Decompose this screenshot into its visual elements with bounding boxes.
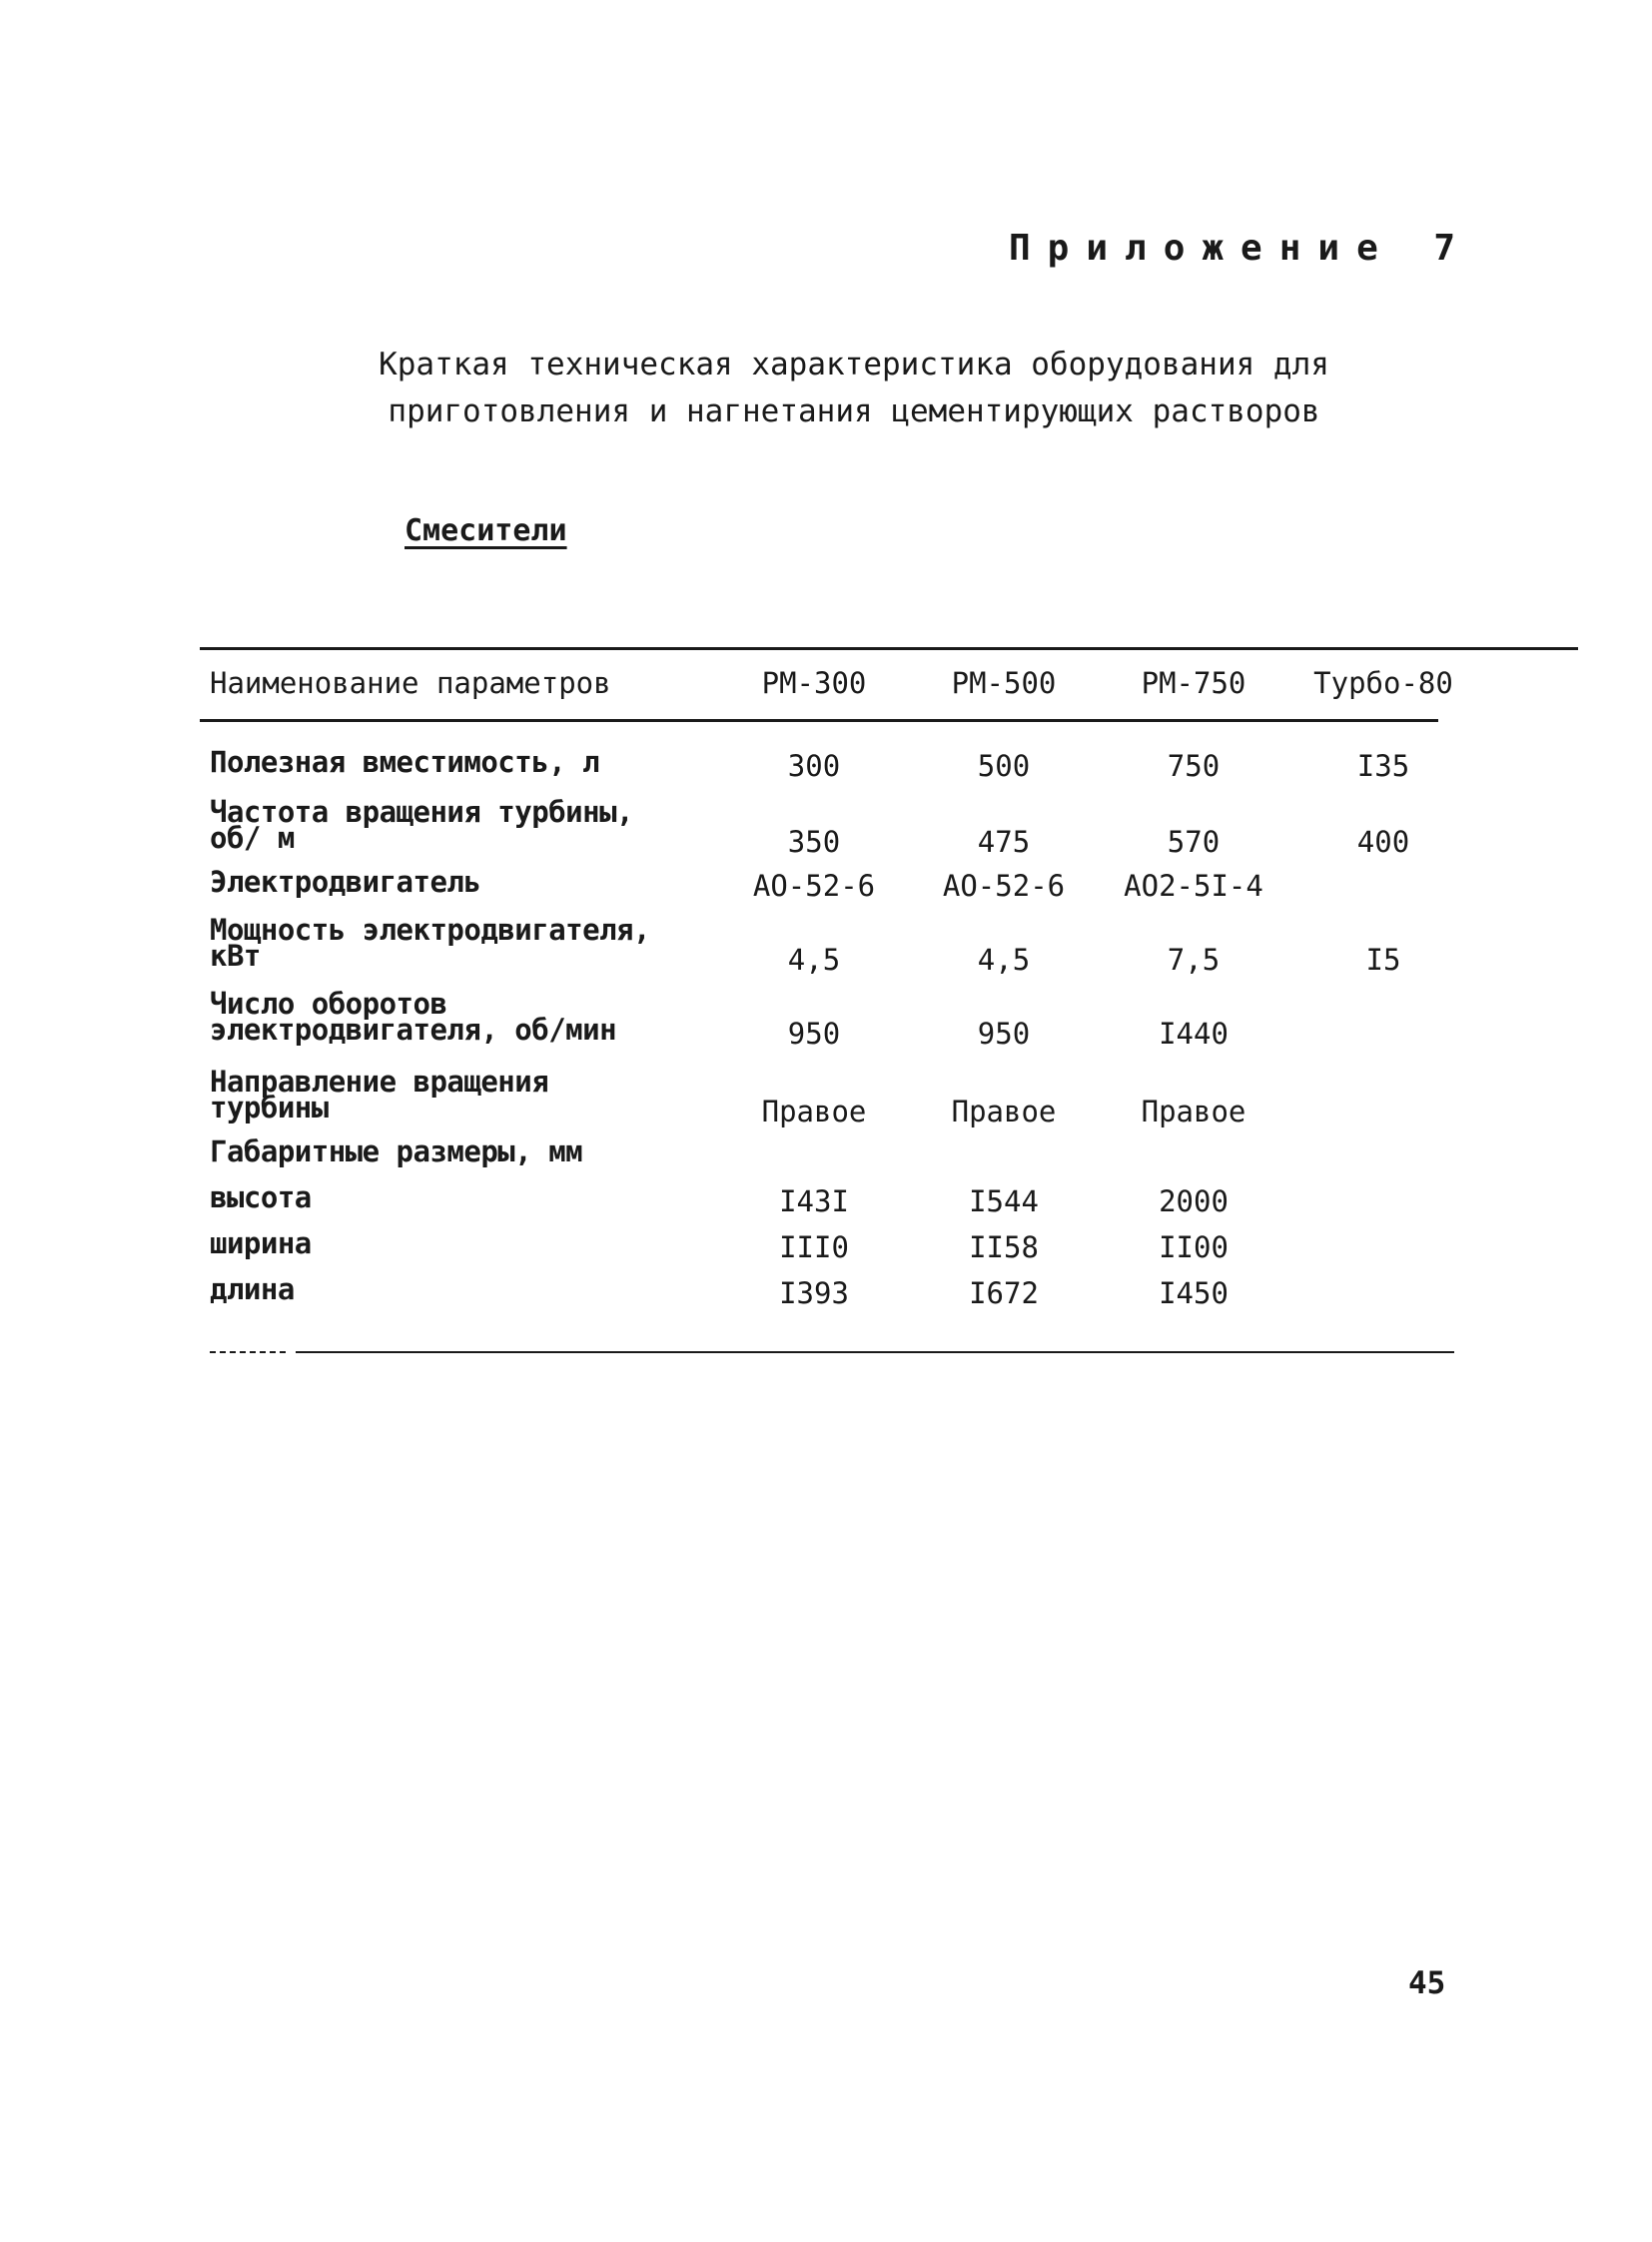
table-row	[210, 973, 1478, 1047]
row-value: 570	[1167, 825, 1221, 859]
header-model-turbo80: Турбо-80	[1313, 666, 1453, 700]
appendix-label: Приложение 7	[1009, 228, 1473, 269]
table-row	[210, 1047, 1478, 1124]
header-model-rm500: РМ-500	[951, 666, 1057, 700]
row-label: Полезная вместимость, л	[210, 745, 600, 779]
document-title	[330, 342, 1378, 435]
row-value: I5	[1365, 943, 1401, 977]
row-value: 350	[787, 825, 841, 859]
row-label: Частота вращения турбины, об/ м	[210, 795, 633, 855]
table-row	[210, 1168, 1478, 1214]
row-value: I544	[969, 1184, 1039, 1218]
row-value: 475	[977, 825, 1031, 859]
table-row	[210, 855, 1478, 899]
row-value: 750	[1167, 749, 1221, 783]
row-value: I450	[1159, 1276, 1229, 1310]
row-value: Правое	[761, 1095, 867, 1128]
table-row	[210, 779, 1478, 855]
title-line-2: приготовления и нагнетания цементирующих растворов	[388, 393, 1320, 429]
row-label: высота	[210, 1180, 312, 1214]
row-label: Мощность электродвигателя, кВт	[210, 913, 650, 973]
table-bottom-rule	[296, 1351, 1454, 1353]
row-value: АО-52-6	[752, 869, 876, 903]
row-value: I35	[1356, 749, 1410, 783]
row-value	[1288, 1168, 1478, 1214]
row-value: 500	[977, 749, 1031, 783]
row-value: 7,5	[1167, 943, 1221, 977]
table-row	[210, 1260, 1478, 1306]
row-value: 950	[977, 1017, 1031, 1051]
row-value: Правое	[1141, 1095, 1246, 1128]
table-header-row	[210, 647, 1478, 719]
row-value: II58	[969, 1230, 1039, 1264]
header-param: Наименование параметров	[210, 666, 611, 700]
row-value	[1288, 1124, 1478, 1168]
row-value	[719, 1124, 909, 1168]
row-value: АО2-5I-4	[1124, 869, 1263, 903]
row-value	[1288, 855, 1478, 899]
page-number: 45	[1408, 1965, 1446, 2001]
row-value	[1288, 1214, 1478, 1260]
table-bottom-rule-dashed	[210, 1351, 286, 1353]
row-value	[1288, 1047, 1478, 1124]
row-value: I440	[1159, 1017, 1229, 1051]
row-value: 300	[787, 749, 841, 783]
row-value: 4,5	[787, 943, 841, 977]
table-row	[210, 1124, 1478, 1168]
row-label: ширина	[210, 1226, 312, 1260]
section-heading: Смесители	[405, 513, 567, 548]
row-label: длина	[210, 1272, 295, 1306]
table-row	[210, 1214, 1478, 1260]
row-value	[1288, 1260, 1478, 1306]
row-value: 400	[1356, 825, 1410, 859]
row-value: АО-52-6	[942, 869, 1066, 903]
row-value: II00	[1159, 1230, 1229, 1264]
row-label: Число оборотов электродвигателя, об/мин	[210, 987, 617, 1047]
table-row	[210, 899, 1478, 973]
row-label: Габаритные размеры, мм	[210, 1134, 583, 1168]
header-model-rm750: РМ-750	[1141, 666, 1246, 700]
title-line-1: Краткая техническая характеристика оборудования для	[379, 347, 1329, 382]
parameters-table	[210, 647, 1478, 1310]
table-row	[210, 719, 1478, 779]
row-value: III0	[779, 1230, 849, 1264]
row-value: Правое	[951, 1095, 1057, 1128]
row-label: Электродвигатель	[210, 865, 481, 899]
row-value	[1099, 1124, 1288, 1168]
row-value	[909, 1124, 1099, 1168]
row-value: 4,5	[977, 943, 1031, 977]
row-label: Направление вращения турбины	[210, 1065, 549, 1124]
row-value: 2000	[1159, 1184, 1229, 1218]
row-value: 950	[787, 1017, 841, 1051]
row-value: I43I	[779, 1184, 849, 1218]
row-value: I672	[969, 1276, 1039, 1310]
row-value	[1288, 973, 1478, 1047]
row-value: I393	[779, 1276, 849, 1310]
header-model-rm300: РМ-300	[761, 666, 867, 700]
